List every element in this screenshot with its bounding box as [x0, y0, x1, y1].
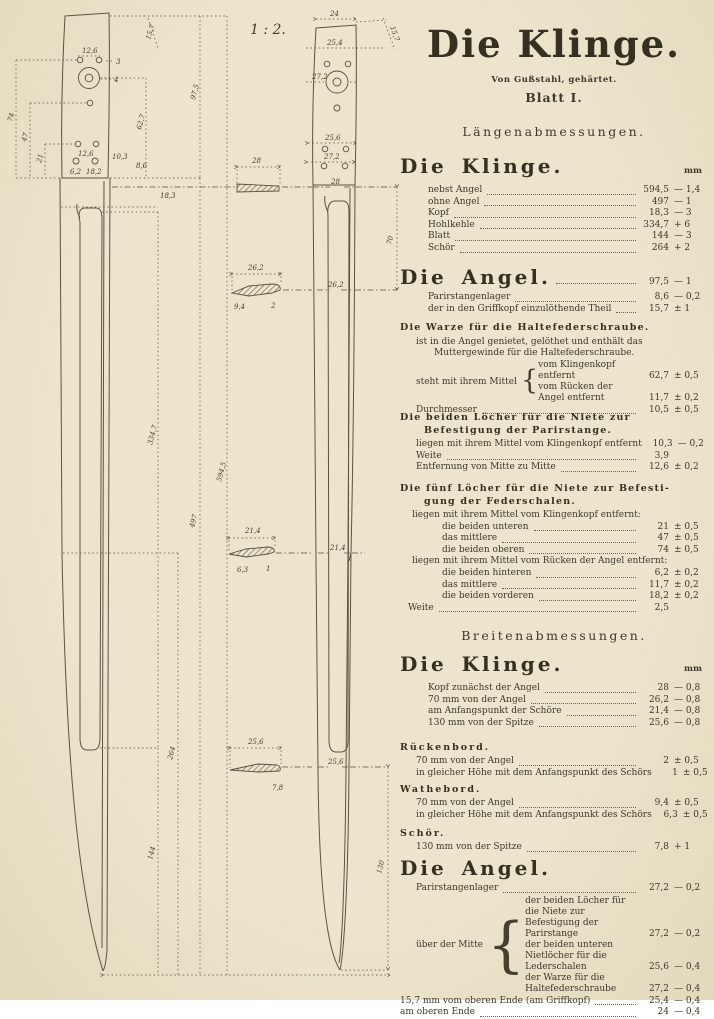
row-label: vom Klingenkopf entfernt — [538, 359, 616, 381]
row-label: Parirstangenlager — [416, 883, 499, 893]
section-breite-klinge — [400, 652, 708, 729]
section-heading — [400, 856, 708, 880]
row-tolerance: ± 0,5 — [674, 533, 699, 544]
row-label: die beiden oberen — [442, 544, 525, 555]
row-label: Entfernung von Mitte zu Mitte — [416, 462, 556, 473]
section-loecher-parirstange — [400, 412, 708, 474]
spec-row — [428, 220, 708, 232]
row-label: Kopf — [428, 208, 449, 219]
brace-label: über der Mitte — [416, 940, 483, 951]
row-label: der beiden unteren Nietlöcher für die Lederschalen — [525, 939, 614, 972]
brace-group — [400, 896, 708, 995]
row-value: 25,4 — [648, 995, 669, 1006]
spec-row — [416, 842, 708, 854]
row-value: 27,2 — [648, 983, 669, 994]
dim-label: 10,3 — [112, 153, 128, 161]
unit-label: mm — [684, 664, 702, 674]
dim-label: 6,3 — [237, 566, 249, 574]
row-label: 15,7 mm vom oberen Ende (am Griffkopf) — [400, 995, 591, 1006]
spec-row — [428, 522, 708, 534]
row-tolerance: ± 0,2 — [674, 462, 699, 473]
row-label: der in den Griffkopf einzulöthende Theil — [428, 303, 612, 314]
dim-label: 21,4 — [245, 527, 261, 535]
dotted-leader — [561, 471, 636, 472]
row-tolerance: — 1 — [674, 196, 692, 207]
dim-label: 25,6 — [328, 758, 344, 766]
subsection-heading: Schör. — [400, 828, 446, 839]
spec-row — [416, 756, 708, 768]
dim-label: 334,7 — [146, 424, 160, 446]
row-label: Hohlkehle — [428, 219, 475, 230]
brace-glyph: { — [520, 365, 539, 397]
row-value: 25,6 — [648, 717, 669, 728]
spec-row — [428, 197, 708, 209]
brace-group — [400, 360, 708, 404]
spec-row — [428, 533, 708, 545]
row-value: 74 — [657, 544, 669, 555]
spec-row — [416, 462, 708, 474]
spec-row — [428, 706, 708, 718]
row-label: Kopf zunächst der Angel — [428, 683, 540, 693]
spec-row — [416, 439, 708, 451]
row-label: 70 mm von der Angel — [428, 694, 526, 705]
dim-label: 21 — [35, 152, 46, 164]
brace-glyph: { — [486, 910, 526, 981]
spec-row — [525, 896, 708, 940]
row-tolerance: — 3 — [674, 231, 692, 242]
section-loecher-federschalen — [400, 483, 708, 614]
row-tolerance: ± 0,5 — [674, 370, 699, 381]
spec-row — [538, 382, 708, 404]
section-rueckenbord — [400, 742, 708, 779]
row-tolerance: ± 0,5 — [682, 767, 708, 778]
row-tolerance: — 0,8 — [674, 706, 701, 717]
row-value: 25,6 — [648, 961, 669, 972]
spec-row — [428, 718, 708, 730]
dim-label: 130 — [375, 859, 387, 875]
row-tolerance: — 1 — [674, 277, 692, 287]
dim-label: 28 — [331, 178, 340, 186]
dim-label: 62,7 — [135, 113, 147, 131]
spec-row — [400, 603, 708, 615]
dotted-leader — [487, 194, 636, 195]
row-tolerance: ± 0,5 — [674, 521, 699, 532]
row-value: 9,4 — [654, 798, 669, 808]
dim-label: 26,2 — [248, 264, 264, 272]
row-label: 130 mm von der Spitze — [416, 842, 522, 852]
dim-label: 24 — [330, 10, 339, 18]
row-tolerance: — 1,4 — [674, 185, 701, 195]
dim-label: 21,4 — [330, 544, 346, 552]
scale-label: 1 : 2. — [250, 22, 286, 38]
row-value: 15,7 — [648, 303, 669, 314]
spec-text-column — [400, 0, 708, 1018]
dotted-leader — [455, 240, 636, 241]
row-value: 10,3 — [652, 439, 673, 449]
row-value: 6,3 — [663, 809, 678, 820]
section-laenge-angel — [400, 265, 708, 315]
section-title: Die Klinge. — [400, 652, 564, 676]
row-value: 1 — [672, 767, 678, 778]
row-tolerance: ± 0,5 — [674, 756, 699, 766]
row-value: 97,5 — [648, 277, 669, 287]
row-tolerance: ± 0,5 — [682, 809, 708, 820]
row-label: das mittlere — [442, 579, 498, 590]
dotted-leader — [616, 312, 636, 313]
row-label: 70 mm von der Angel — [416, 756, 514, 766]
page-title: Die Klinge. — [426, 22, 682, 66]
row-tolerance: — 0,4 — [674, 995, 701, 1006]
row-tolerance: ± 0,5 — [674, 544, 699, 555]
dim-label: 25,6 — [248, 738, 264, 746]
dim-label: 7,8 — [272, 784, 284, 792]
row-value: 12,6 — [648, 462, 669, 473]
subsection-heading: Rückenbord. — [400, 742, 491, 753]
row-value: 264 — [651, 242, 669, 253]
dotted-leader — [460, 252, 636, 253]
brace-label: steht mit ihrem Mittel — [416, 376, 517, 387]
dim-label: 47 — [20, 131, 31, 143]
group-label: liegen mit ihrem Mittel vom Klingenkopf entfernt: — [412, 510, 641, 520]
row-label: liegen mit ihrem Mittel vom Klingenkopf entfernt — [416, 439, 642, 449]
spec-row — [428, 292, 708, 304]
row-value: 6,2 — [654, 567, 669, 578]
spec-row — [400, 1007, 708, 1019]
row-value: 7,8 — [654, 842, 669, 852]
row-value: 27,2 — [648, 883, 669, 893]
dotted-leader — [531, 703, 636, 704]
dotted-leader — [503, 892, 636, 893]
row-tolerance: ± 0,2 — [674, 591, 699, 602]
section-title: Die Klinge. — [400, 154, 564, 178]
row-label: Parirstangenlager — [428, 292, 511, 302]
row-value: 2,5 — [654, 602, 669, 613]
dotted-leader — [480, 1016, 636, 1017]
document-header — [400, 22, 708, 105]
dim-label: 18,3 — [160, 192, 176, 200]
dim-label: 12,6 — [82, 47, 98, 55]
dotted-leader — [502, 542, 636, 543]
dotted-leader — [536, 577, 636, 578]
row-value: 62,7 — [648, 370, 669, 381]
row-label: der beiden Löcher für die Niete zur Befestigung der Parirstange — [525, 895, 626, 939]
dim-label: 25,6 — [325, 134, 341, 142]
row-tolerance: + 1 — [674, 842, 691, 852]
breiten-heading: Breitenabmessungen. — [461, 628, 647, 643]
cross-sections — [229, 184, 280, 772]
tang-holes-left — [73, 57, 102, 164]
spec-row — [428, 185, 708, 197]
dotted-leader — [502, 588, 636, 589]
dim-label: 12,6 — [78, 150, 94, 158]
spec-row — [428, 568, 708, 580]
row-value: 21,4 — [648, 706, 669, 717]
row-tolerance: + 2 — [674, 242, 691, 253]
row-tolerance: — 0,2 — [677, 439, 704, 449]
dim-label: 8,6 — [136, 162, 148, 170]
dimension-labels — [6, 10, 401, 875]
dim-label: 28 — [252, 157, 261, 165]
dim-label: 74 — [6, 111, 17, 123]
dim-label: 97,5 — [189, 83, 201, 101]
dotted-leader — [447, 459, 636, 460]
dim-label: 497 — [188, 513, 200, 529]
row-tolerance: ± 1 — [674, 303, 691, 314]
spec-row — [416, 768, 708, 780]
section-title: Die Angel. — [400, 856, 551, 880]
row-label: nebst Angel — [428, 185, 483, 195]
dim-label: 18,2 — [86, 168, 102, 176]
section-warze — [400, 322, 708, 416]
dim-label: 15,7 — [388, 24, 401, 43]
section-wathebord — [400, 784, 708, 821]
section-heading — [400, 265, 708, 289]
dim-label: 6,2 — [70, 168, 82, 176]
spec-row — [416, 810, 708, 822]
dotted-leader — [519, 807, 636, 808]
dotted-leader — [545, 692, 636, 693]
spec-row — [400, 883, 708, 895]
row-value: 144 — [651, 231, 669, 242]
spec-row — [428, 208, 708, 220]
row-label: in gleicher Höhe mit dem Anfangspunkt des Schörs — [416, 809, 652, 820]
row-value: 24 — [657, 1007, 669, 1018]
dim-label: 70 — [385, 234, 396, 246]
row-value: 47 — [657, 533, 669, 544]
dotted-leader — [534, 530, 637, 531]
row-label: Weite — [416, 450, 442, 461]
dim-label: 3 — [116, 58, 121, 66]
row-value: 18,2 — [648, 591, 669, 602]
row-label: Schör — [428, 242, 455, 253]
dim-label: 15,7 — [144, 23, 157, 41]
row-tolerance: — 3 — [674, 208, 692, 219]
row-value: 594,5 — [643, 185, 669, 195]
row-value: 8,6 — [654, 292, 669, 302]
row-label: die beiden vorderen — [442, 591, 534, 602]
subsection-heading: Die fünf Löcher für die Niete zur Befestigung der Federschalen. — [400, 483, 669, 507]
row-tolerance: — 0,4 — [674, 983, 701, 994]
group-label: liegen mit ihrem Mittel vom Rücken der Angel entfernt: — [412, 556, 668, 567]
spec-row — [428, 591, 708, 603]
spec-row — [428, 243, 708, 255]
spec-row — [538, 360, 708, 382]
dim-label: 1 — [266, 565, 271, 573]
dotted-leader — [515, 301, 636, 302]
dotted-leader — [519, 765, 636, 766]
laengen-heading: Längenabmessungen. — [462, 124, 646, 139]
row-label: 70 mm von der Angel — [416, 798, 514, 808]
dotted-leader — [529, 553, 636, 554]
spec-row — [416, 451, 708, 463]
dim-label: 27,2 — [312, 73, 328, 81]
dotted-leader — [539, 726, 636, 727]
row-tolerance: — 0,8 — [674, 717, 701, 728]
row-tolerance: — 0,8 — [674, 694, 701, 705]
row-label: der Warze für die Haltefederschraube — [525, 972, 617, 994]
row-tolerance: — 0,2 — [674, 883, 701, 893]
row-value: 11,7 — [648, 579, 669, 590]
dotted-leader — [595, 1004, 636, 1005]
dotted-leader — [439, 611, 636, 612]
section-schoer — [400, 828, 708, 854]
row-label: die beiden hinteren — [442, 567, 532, 578]
row-tolerance: — 0,4 — [674, 961, 701, 972]
spec-row — [428, 580, 708, 592]
note-line: ist in die Angel genietet, gelöthet und enthält das — [416, 336, 643, 347]
row-label: das mittlere — [442, 533, 498, 544]
spec-row — [428, 695, 708, 707]
row-label: vom Rücken der Angel entfernt — [538, 381, 613, 403]
row-value: 18,3 — [648, 208, 669, 219]
dotted-leader — [527, 851, 636, 852]
spec-row — [428, 231, 708, 243]
dim-label: 144 — [146, 845, 158, 861]
dotted-leader — [480, 228, 636, 229]
row-value: 26,2 — [648, 694, 669, 705]
row-tolerance: ± 0,2 — [674, 567, 699, 578]
spec-row — [428, 304, 708, 316]
spec-row — [428, 683, 708, 695]
unit-label: mm — [684, 166, 702, 176]
row-tolerance: ± 0,2 — [674, 579, 699, 590]
section-heading — [400, 154, 708, 178]
row-label: Blatt — [428, 231, 451, 242]
row-value: 21 — [657, 521, 669, 532]
row-label: Durchmesser — [416, 404, 477, 415]
dotted-leader — [567, 715, 636, 716]
dim-label: 9,4 — [234, 303, 246, 311]
dotted-leader — [454, 217, 636, 218]
page-subtitle: Von Gußstahl, gehärtet. — [491, 75, 617, 85]
dim-label: 264 — [166, 745, 178, 761]
dotted-leader — [556, 283, 636, 284]
row-value: 10,5 — [648, 404, 669, 415]
subsection-heading: Die Warze für die Haltefederschraube. — [400, 322, 650, 333]
spec-row — [428, 545, 708, 557]
row-label: am Anfangspunkt der Schöre — [428, 706, 562, 717]
row-value: 28 — [657, 683, 669, 693]
row-label: am oberen Ende — [400, 1007, 476, 1018]
row-value: 27,2 — [648, 928, 669, 939]
row-label: ohne Angel — [428, 196, 480, 207]
section-title: Die Angel. — [400, 265, 551, 289]
row-tolerance: — 0,2 — [674, 928, 701, 939]
row-tolerance: ± 0,2 — [674, 392, 699, 403]
row-tolerance: ± 0,5 — [674, 798, 699, 808]
note-line: Muttergewinde für die Haltefederschraube. — [434, 347, 635, 358]
dotted-leader — [484, 205, 636, 206]
row-value: 11,7 — [648, 392, 669, 403]
dim-label: 27,2 — [324, 153, 340, 161]
spec-row — [525, 940, 708, 973]
subsection-heading: Die beiden Löcher für die Niete zur Befestigung der Parirstange. — [400, 412, 631, 436]
row-label: 130 mm von der Spitze — [428, 717, 534, 728]
subsection-heading: Wathebord. — [400, 784, 482, 795]
row-label: in gleicher Höhe mit dem Anfangspunkt des Schörs — [416, 767, 652, 778]
row-value: 497 — [651, 196, 669, 207]
spec-row — [416, 798, 708, 810]
dotted-leader — [539, 600, 636, 601]
section-breite-angel — [400, 856, 708, 1019]
row-tolerance: — 0,4 — [674, 1007, 701, 1018]
dim-label: 4 — [114, 76, 119, 84]
section-heading — [400, 652, 708, 676]
dim-label: 26,2 — [328, 281, 344, 289]
section-laenge-klinge — [400, 154, 708, 255]
row-tolerance: — 0,2 — [674, 292, 701, 302]
dim-label: 594,5 — [215, 461, 229, 483]
row-tolerance: + 6 — [674, 219, 691, 230]
row-label: die beiden unteren — [442, 521, 529, 532]
blade-profile-right — [313, 25, 357, 970]
row-tolerance: ± 0,5 — [674, 404, 699, 415]
row-label: Weite — [408, 602, 434, 613]
row-value: 2 — [663, 756, 669, 766]
row-tolerance: — 0,8 — [674, 683, 701, 693]
spec-row — [525, 973, 708, 995]
dim-label: 25,4 — [327, 39, 343, 47]
dim-label: 2 — [271, 302, 276, 310]
row-value: 3,9 — [654, 450, 669, 461]
spec-row — [400, 996, 708, 1008]
row-value: 334,7 — [643, 219, 669, 230]
sheet-number: Blatt I. — [525, 90, 583, 105]
